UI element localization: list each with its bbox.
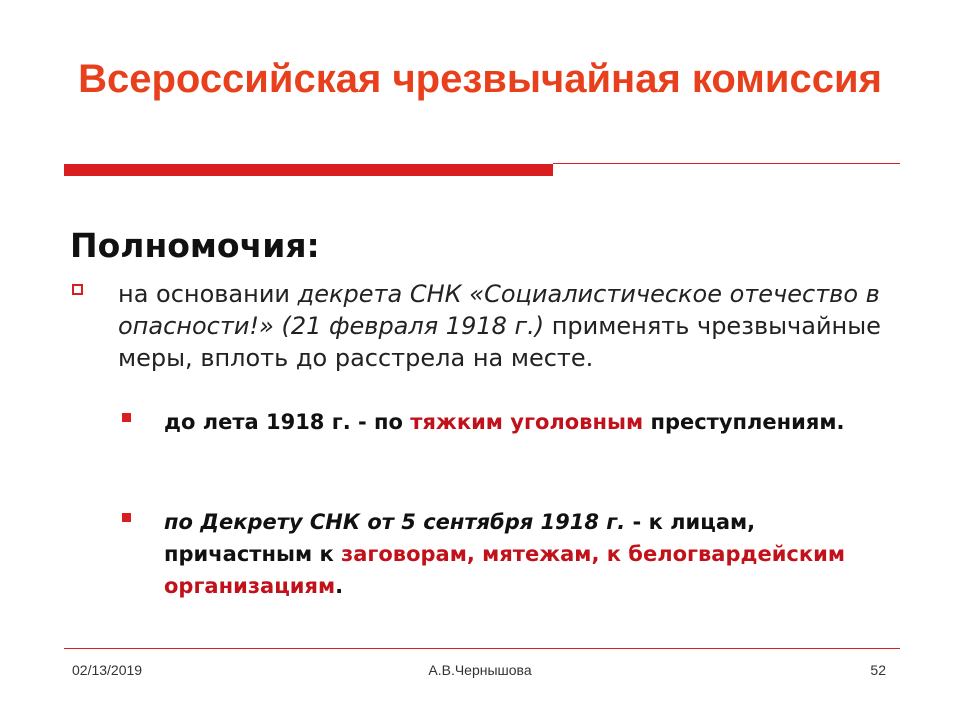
sub-bullet-item — [120, 406, 860, 438]
sub-bullet-item — [120, 506, 860, 602]
slide-title: Всероссийская чрезвычайная комиссия — [78, 57, 882, 101]
sub-bullet-emphasis: заговорам, мятежам, к белогвардейским организациям — [164, 542, 845, 598]
section-heading: Полномочия: — [70, 226, 320, 265]
bullet-text — [118, 278, 890, 374]
sub-bullet-tail: преступлениям. — [643, 410, 845, 434]
sub-bullet-text — [164, 506, 860, 602]
bullet-text-intro: на основании — [118, 280, 298, 308]
bullet-text-measures: применять чрезвычайные меры, вплоть до расстрела на месте. — [118, 312, 881, 372]
sub-bullet-emphasis: тяжким уголовным — [410, 410, 644, 434]
decree-date: (21 февраля 1918 г.) — [273, 312, 545, 340]
bullet-item — [70, 278, 890, 374]
decree-name: декрета СНК «Социалистическое отечество в опасности!» — [118, 280, 880, 340]
sub-bullet-tail: . — [335, 574, 344, 598]
sub-bullet-text — [164, 406, 860, 438]
title-underline-thick — [64, 164, 553, 176]
footer-date: 02/13/2019 — [72, 662, 143, 678]
footer-divider — [64, 648, 900, 649]
page-number: 52 — [870, 662, 886, 678]
sub-bullet-lead: - к лицам, причастным к — [164, 510, 756, 566]
hollow-square-bullet-icon — [72, 284, 83, 295]
filled-square-bullet-icon — [122, 413, 131, 422]
filled-square-bullet-icon — [122, 513, 131, 522]
sub-bullet-decree: по Декрету СНК от 5 сентября 1918 г. — [164, 510, 626, 534]
title-underline-thin — [553, 163, 900, 164]
sub-bullet-lead: до лета 1918 г. - по — [164, 410, 411, 434]
footer-author: А.В.Чернышова — [428, 662, 532, 678]
